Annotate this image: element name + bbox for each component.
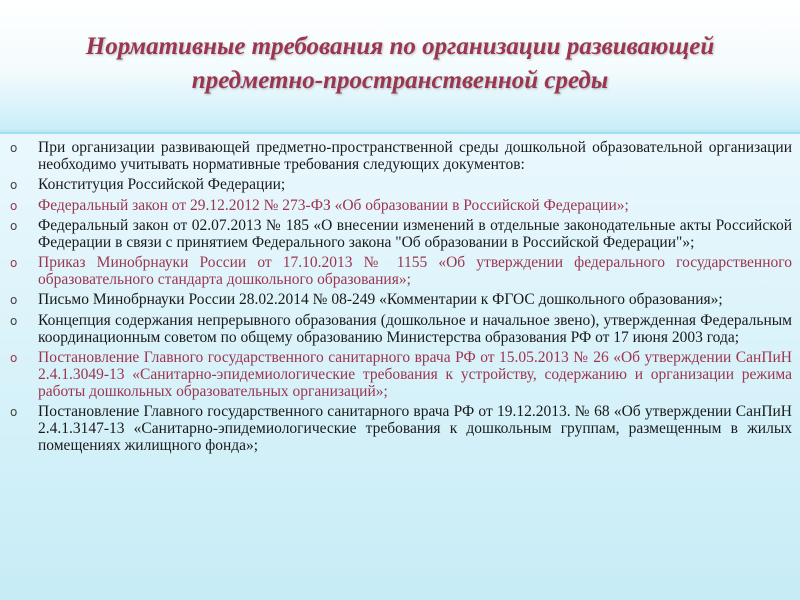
bullet-marker: o (10, 256, 18, 271)
list-item (8, 313, 792, 347)
list-item-text: Концепция содержания непрерывного образования (дошкольное и начальное звено), утвержденная Федеральным координационным советом по общему образованию Министерства образования РФ от 17 июня 2003 года; (38, 311, 792, 346)
title-box (0, 0, 800, 132)
list-item-text: При организации развивающей предметно-пространственной среды дошкольной образовательной организации необходимо учитывать нормативные требования следующих документов: (38, 139, 792, 173)
content-area (0, 134, 800, 600)
document-list (8, 140, 792, 458)
list-item-text: Приказ Минобрнауки России от 17.10.2013 № 1155 «Об утверждении федерального государственного образовательного стандарта дошкольного образования»; (38, 254, 792, 288)
list-item-text: Письмо Минобрнауки России 28.02.2014 № 08-249 «Комментарии к ФГОС дошкольного образования»; (38, 291, 723, 309)
list-item-text: Федеральный закон от 29.12.2012 № 273-ФЗ «Об образовании в Российской Федерации»; (38, 196, 629, 214)
list-item (8, 218, 792, 252)
list-item (8, 177, 792, 194)
list-item-text: Постановление Главного государственного санитарного врача РФ от 19.12.2013. № 68 «Об утверждении СанПиН 2.4.1.3147-13 «Санитарно-эпидемиологические требования к дошкольным группам, размещенным в жилых помещениях жилищного фонда»; (38, 402, 792, 454)
list-item (8, 350, 792, 400)
slide-title-line-1: Нормативные требования по организации развивающей (85, 33, 715, 60)
bullet-marker: o (10, 404, 18, 419)
list-item-text: Федеральный закон от 02.07.2013 № 185 «О внесении изменений в отдельные законодательные акты Российской Федерации в связи с принятием Федерального закона "Об образовании в Российской Федерации"»; (38, 216, 792, 251)
list-item (8, 404, 792, 454)
list-item (8, 292, 792, 309)
slide-title (10, 30, 790, 98)
bullet-marker: o (10, 178, 18, 193)
list-item (8, 255, 792, 289)
list-item-text: Постановление Главного государственного санитарного врача РФ от 15.05.2013 № 26 «Об утверждении СанПиН 2.4.1.3049-13 «Санитарно-эпидемиологические требования к устройству, содержанию и организации режима работы дошкольных образовательных организаций»; (38, 348, 792, 400)
list-item (8, 198, 792, 215)
slide-title-line-2: предметно-пространственной среды (191, 67, 609, 94)
list-item-text: Конституция Российской Федерации; (38, 176, 286, 194)
bullet-marker: o (10, 293, 18, 308)
bullet-marker: o (10, 198, 18, 213)
bullet-marker: o (10, 350, 18, 365)
bullet-marker: o (10, 141, 18, 155)
bullet-marker: o (10, 313, 18, 328)
bullet-marker: o (10, 218, 18, 233)
list-item (8, 140, 792, 174)
